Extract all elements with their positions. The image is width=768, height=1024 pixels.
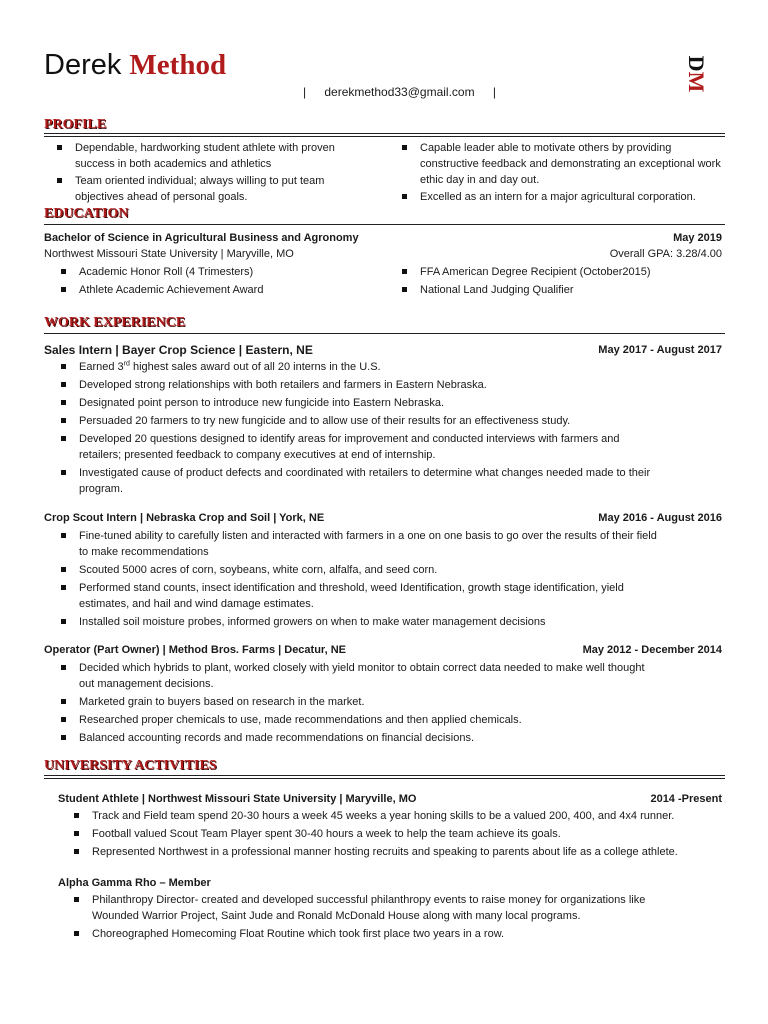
list-item: Earned 3rd highest sales award out of all 20 interns in the U.S. bbox=[57, 359, 657, 375]
job-bullets bbox=[57, 660, 657, 746]
job-date: May 2012 - December 2014 bbox=[582, 644, 722, 656]
job-bullets bbox=[57, 528, 657, 630]
section-title-education: EDUCATION bbox=[44, 206, 129, 221]
list-item: Capable leader able to motivate others by providing constructive feedback and demonstrating an exceptional work ethic day in and day out. bbox=[398, 140, 722, 188]
activity-bullets bbox=[70, 892, 690, 942]
contact-separator-right: | bbox=[492, 85, 496, 99]
list-item: Track and Field team spend 20-30 hours a week 45 weeks a year honing skills to be a valued 200, 400, and 4x4 runner. bbox=[70, 808, 730, 824]
last-name: Method bbox=[129, 49, 227, 81]
school-name: Northwest Missouri State University | Maryville, MO bbox=[44, 248, 294, 260]
contact-line bbox=[303, 84, 496, 100]
gpa: Overall GPA: 3.28/4.00 bbox=[609, 248, 722, 260]
education-list-right bbox=[398, 264, 722, 298]
list-item: Persuaded 20 farmers to try new fungicide and to allow use of their results for an effectiveness study. bbox=[57, 413, 657, 429]
degree-title: Bachelor of Science in Agricultural Business and Agronomy bbox=[44, 232, 359, 244]
list-item: Choreographed Homecoming Float Routine which took first place two years in a row. bbox=[70, 926, 690, 942]
section-title-profile: PROFILE bbox=[44, 117, 107, 132]
monogram-logo bbox=[680, 44, 714, 104]
list-item: Athlete Academic Achievement Award bbox=[57, 282, 357, 298]
profile-list-left bbox=[53, 140, 375, 205]
job-title: Crop Scout Intern | Nebraska Crop and Soil | York, NE bbox=[44, 512, 325, 524]
list-item: Installed soil moisture probes, informed growers on when to make water management decisions bbox=[57, 614, 657, 630]
section-divider bbox=[44, 775, 725, 779]
activity-title: Student Athlete | Northwest Missouri State University | Maryville, MO bbox=[58, 793, 417, 805]
activity-date: 2014 -Present bbox=[650, 793, 722, 805]
svg-text:DM: DM bbox=[684, 55, 709, 93]
activity-bullets bbox=[70, 808, 730, 860]
section-title-work-experience: WORK EXPERIENCE bbox=[44, 315, 186, 330]
list-item: Represented Northwest in a professional manner hosting recruits and speaking to parents about life as a college athlete. bbox=[70, 844, 730, 860]
education-list-left bbox=[57, 264, 357, 298]
list-item: Decided which hybrids to plant, worked closely with yield monitor to obtain correct data needed to make well thought out management decisions. bbox=[57, 660, 657, 692]
job-date: May 2017 - August 2017 bbox=[598, 344, 722, 356]
job-date: May 2016 - August 2016 bbox=[598, 512, 722, 524]
section-divider bbox=[44, 224, 725, 225]
list-item: Excelled as an intern for a major agricultural corporation. bbox=[398, 189, 722, 205]
section-divider bbox=[44, 133, 725, 137]
activity-title: Alpha Gamma Rho – Member bbox=[58, 877, 211, 889]
list-item: Designated point person to introduce new fungicide into Eastern Nebraska. bbox=[57, 395, 657, 411]
degree-date: May 2019 bbox=[673, 232, 722, 244]
list-item: Scouted 5000 acres of corn, soybeans, white corn, alfalfa, and seed corn. bbox=[57, 562, 657, 578]
list-item: Balanced accounting records and made recommendations on financial decisions. bbox=[57, 730, 657, 746]
section-divider bbox=[44, 333, 725, 334]
candidate-name bbox=[44, 46, 226, 84]
profile-list-right bbox=[398, 140, 722, 205]
first-name: Derek bbox=[44, 49, 122, 81]
list-item: Marketed grain to buyers based on research in the market. bbox=[57, 694, 657, 710]
job-title: Sales Intern | Bayer Crop Science | Eastern, NE bbox=[44, 343, 313, 357]
list-item: Investigated cause of product defects and coordinated with retailers to determine what changes needed made to their program. bbox=[57, 465, 657, 497]
list-item: Football valued Scout Team Player spent 30-40 hours a week to help the team achieve its goals. bbox=[70, 826, 730, 842]
list-item: Developed 20 questions designed to identify areas for improvement and conducted interviews with farmers and retailers; presented feedback to company executives at end of internship. bbox=[57, 431, 657, 463]
list-item: Team oriented individual; always willing to put team objectives ahead of personal goals. bbox=[53, 173, 375, 205]
section-title-university-activities: UNIVERSITY ACTIVITIES bbox=[44, 758, 217, 773]
list-item: Academic Honor Roll (4 Trimesters) bbox=[57, 264, 357, 280]
job-bullets bbox=[57, 359, 657, 497]
email-link[interactable]: derekmethod33@gmail.com bbox=[324, 85, 475, 99]
list-item: Fine-tuned ability to carefully listen and interacted with farmers in a one on one basis to go over the results of their field to make recommendations bbox=[57, 528, 657, 560]
list-item: Performed stand counts, insect identification and threshold, weed Identification, growth stage identification, yield estimates, and hail and wind damage estimates. bbox=[57, 580, 657, 612]
list-item: Developed strong relationships with both retailers and farmers in Eastern Nebraska. bbox=[57, 377, 657, 393]
list-item: Philanthropy Director- created and developed successful philanthropy events to raise money for organizations like Wounded Warrior Project, Saint Jude and Ronald McDonald House along with many local programs. bbox=[70, 892, 690, 924]
contact-separator-left: | bbox=[303, 85, 307, 99]
list-item: Dependable, hardworking student athlete with proven success in both academics and athletics bbox=[53, 140, 375, 172]
list-item: FFA American Degree Recipient (October2015) bbox=[398, 264, 722, 280]
job-title: Operator (Part Owner) | Method Bros. Farms | Decatur, NE bbox=[44, 644, 346, 656]
list-item: Researched proper chemicals to use, made recommendations and then applied chemicals. bbox=[57, 712, 657, 728]
list-item: National Land Judging Qualifier bbox=[398, 282, 722, 298]
